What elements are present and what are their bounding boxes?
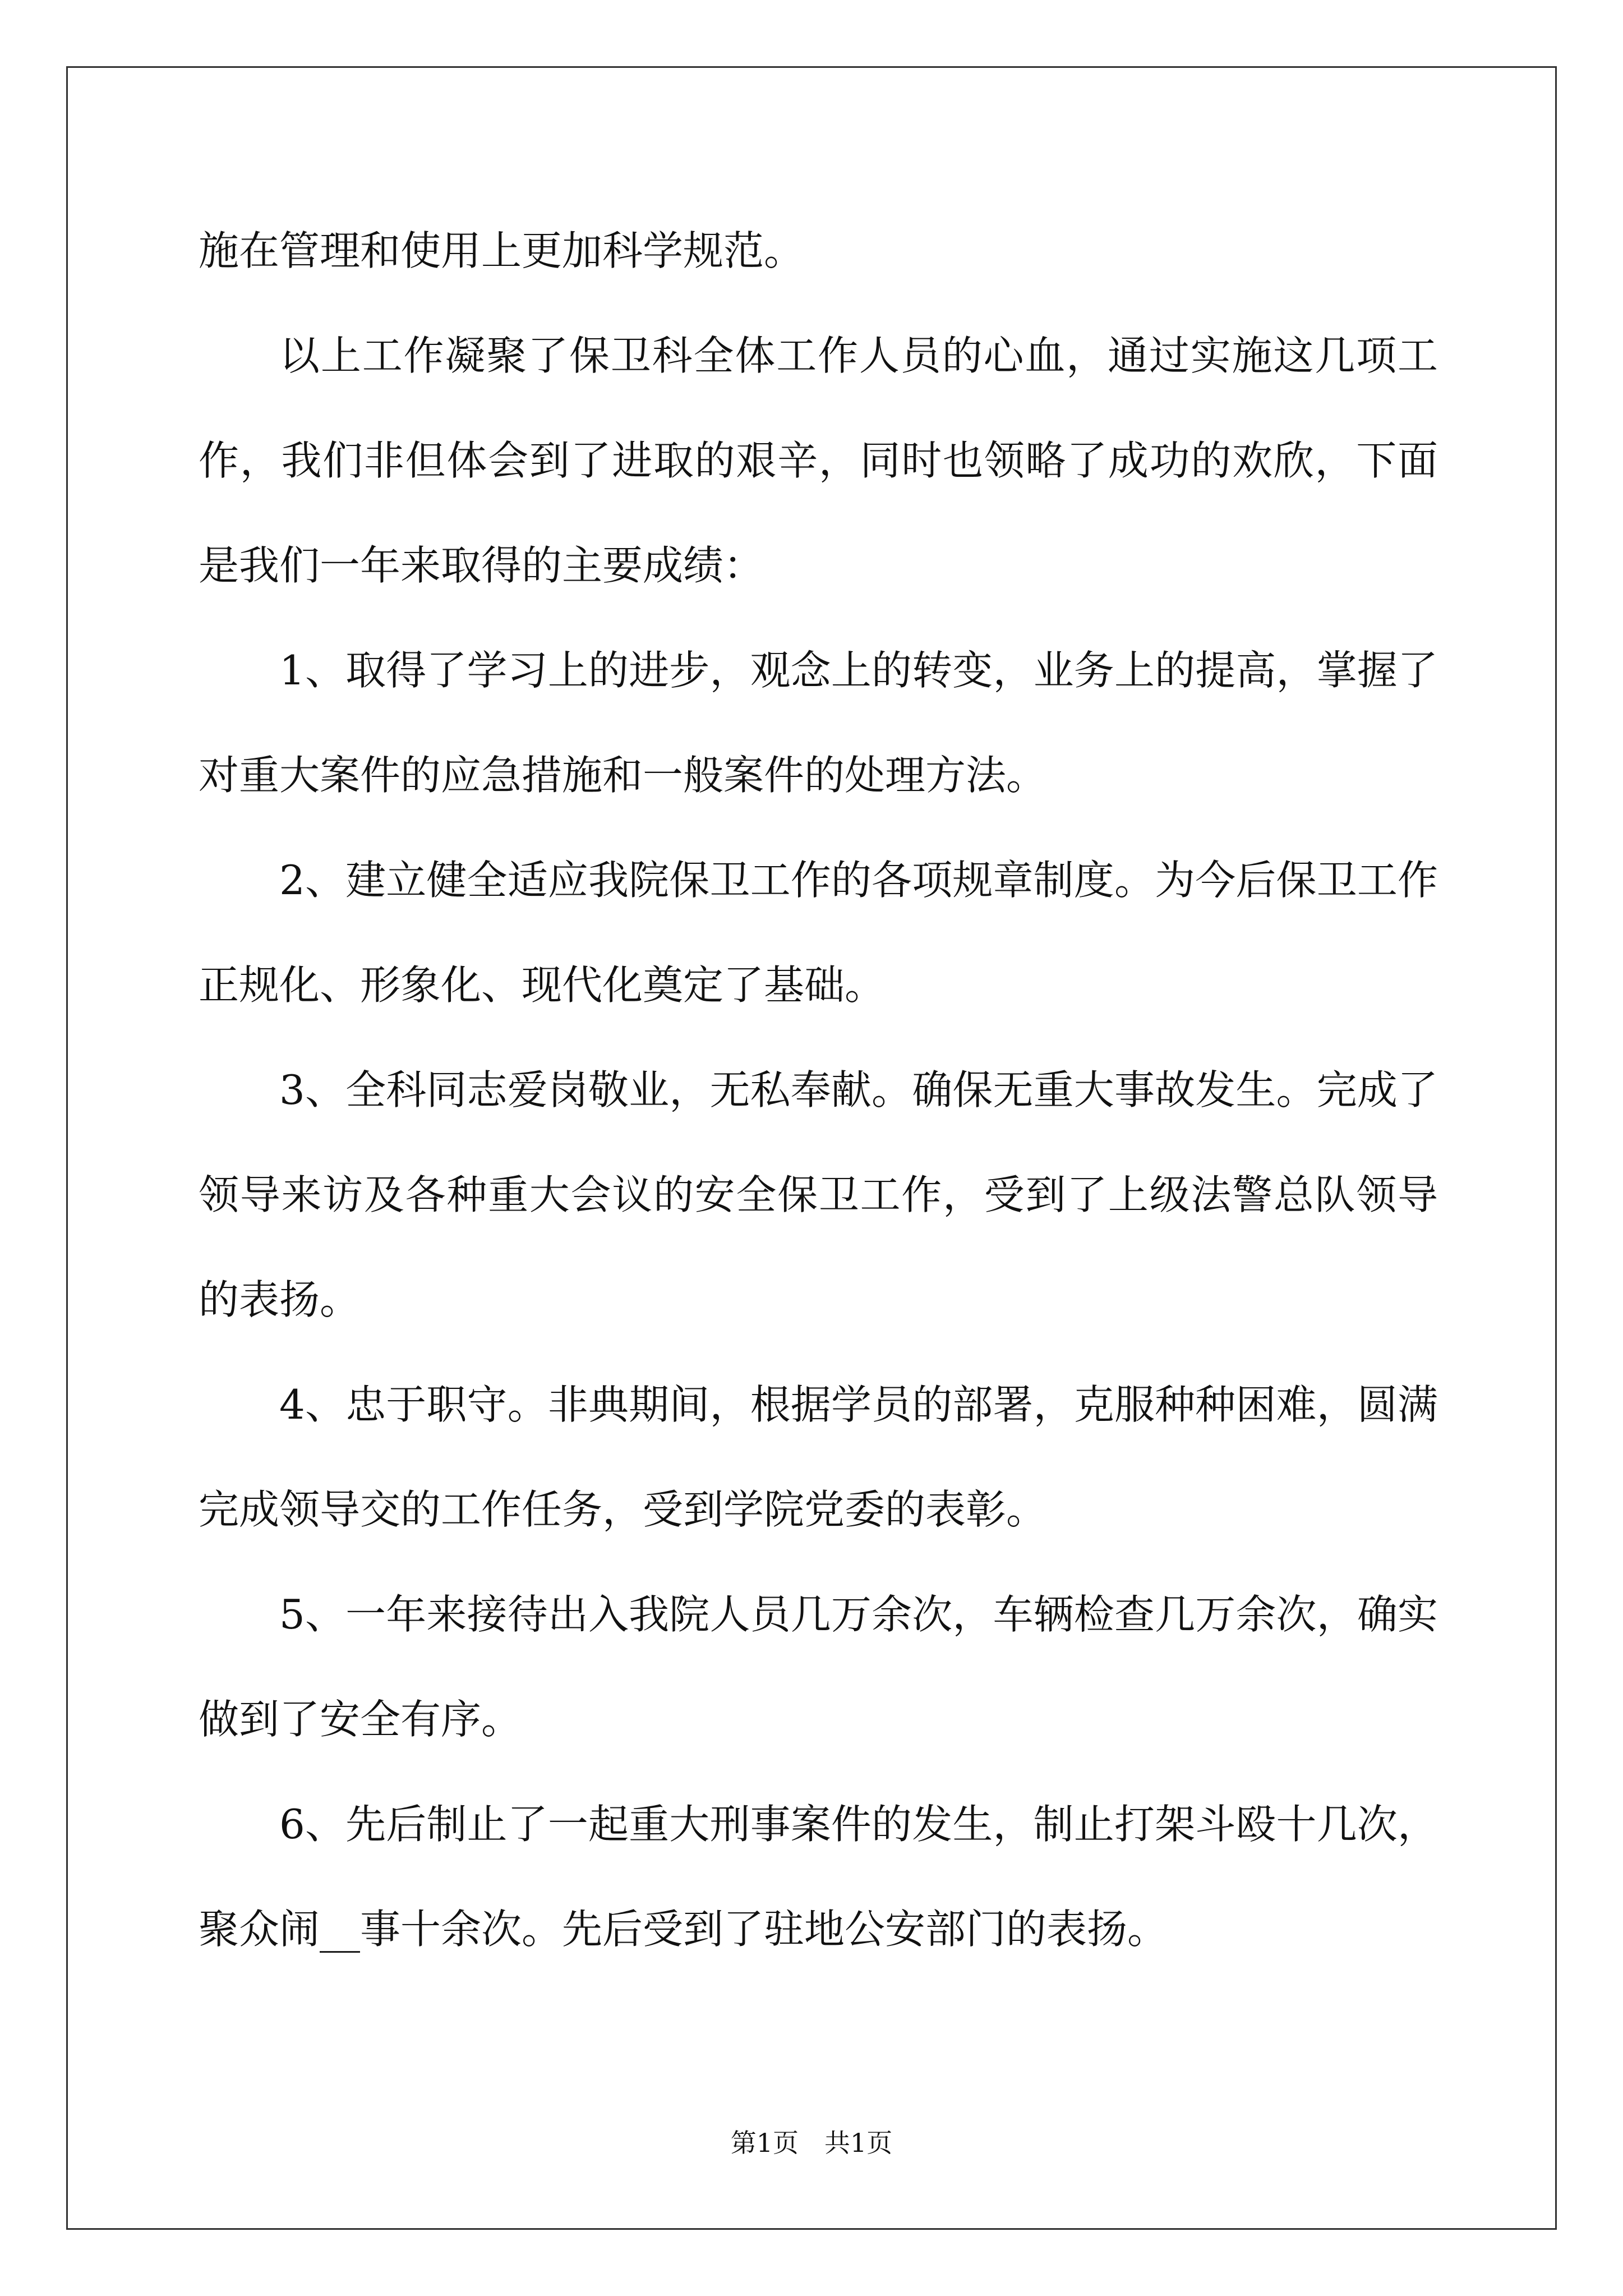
page-number-label: 第1页 共1页 bbox=[730, 2128, 893, 2158]
paragraph-continuation: 施在管理和使用上更加科学规范。 bbox=[199, 227, 805, 274]
document-body bbox=[199, 199, 1438, 1982]
page-footer bbox=[0, 2126, 1623, 2160]
paragraph-item-1: 1、取得了学习上的进步，观念上的转变，业务上的提高，掌握了对重大案件的应急措施和一般案件的处理方法。 bbox=[199, 647, 1438, 799]
paragraph-intro: 以上工作凝聚了保卫科全体工作人员的心血，通过实施这几项工作，我们非但体会到了进取的艰辛，同时也领略了成功的欢欣，下面是我们一年来取得的主要成绩： bbox=[199, 332, 1438, 589]
paragraph-item-2: 2、建立健全适应我院保卫工作的各项规章制度。为今后保卫工作正规化、形象化、现代化奠定了基础。 bbox=[199, 857, 1438, 1009]
paragraph-item-4: 4、忠于职守。非典期间，根据学员的部署，克服种种困难，圆满完成领导交的工作任务，受到学院党委的表彰。 bbox=[199, 1381, 1438, 1533]
paragraph-item-3: 3、全科同志爱岗敬业，无私奉献。确保无重大事故发生。完成了领导来访及各种重大会议的安全保卫工作，受到了上级法警总队领导的表扬。 bbox=[199, 1066, 1438, 1323]
paragraph-item-5: 5、一年来接待出入我院人员几万余次，车辆检查几万余次，确实做到了安全有序。 bbox=[199, 1591, 1438, 1743]
paragraph-item-6: 6、先后制止了一起重大刑事案件的发生，制止打架斗殴十几次，聚众闹__事十余次。先后受到了驻地公安部门的表扬。 bbox=[199, 1801, 1438, 1953]
